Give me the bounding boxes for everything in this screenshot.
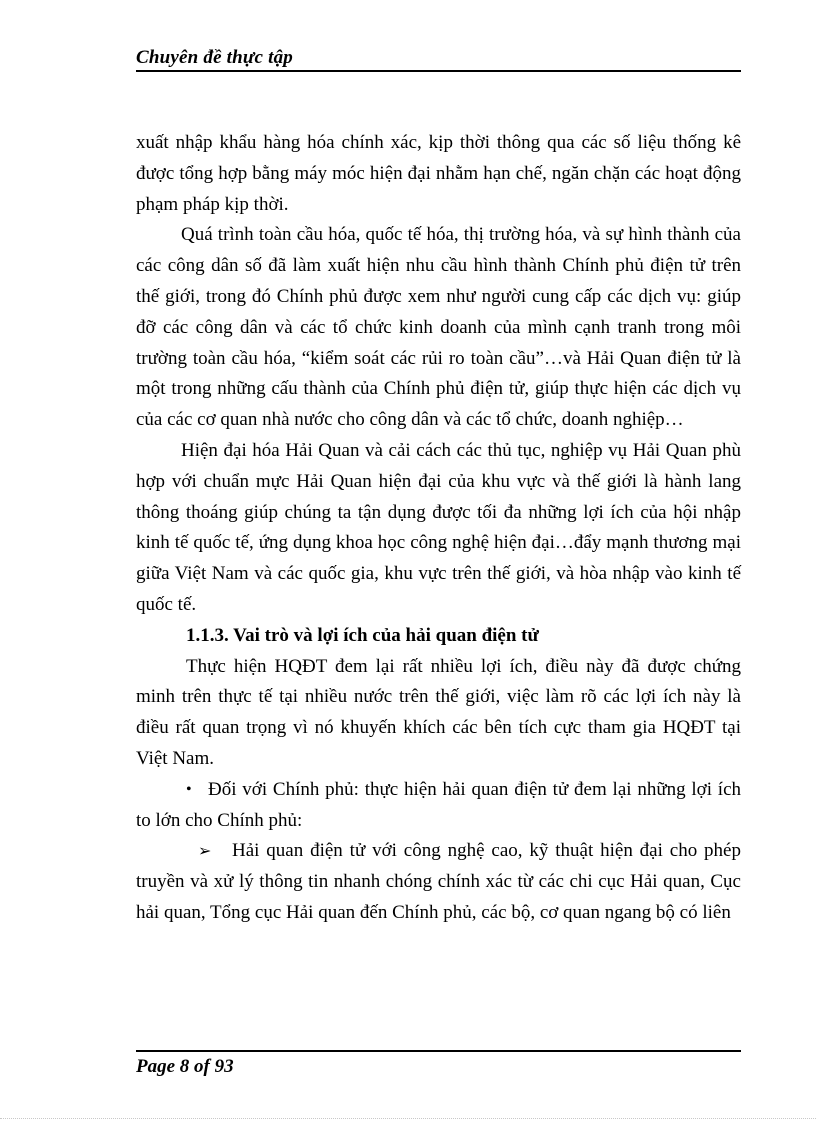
header-rule <box>136 70 741 72</box>
page-number: Page 8 of 93 <box>136 1056 234 1077</box>
bullet-icon: • <box>186 780 192 798</box>
bullet-item-government <box>136 775 741 837</box>
footer-rule <box>136 1050 741 1052</box>
paragraph-benefits: Thực hiện HQĐT đem lại rất nhiều lợi ích, điều này đã được chứng minh trên thực tế tại nhiều nước trên thế giới, việc làm rõ các lợi ích này là điều rất quan trọng vì nó khuyến khích các bên tích cực tham gia HQĐT tại Việt Nam. <box>136 655 741 769</box>
arrow-bullet-icon: ➢ <box>198 841 212 861</box>
arrow-item-technology <box>136 836 741 928</box>
page-footer <box>136 1050 741 1080</box>
paragraph-modernization: Hiện đại hóa Hải Quan và cải cách các thủ tục, nghiệp vụ Hải Quan phù hợp với chuẩn mực Hải Quan hiện đại của khu vực và thế giới là hành lang thông thoáng giúp chúng ta tận dụng được tối đa những lợi ích của hội nhập kinh tế quốc tế, ứng dụng khoa học công nghệ hiện đại…đẩy mạnh thương mại giữa Việt Nam và các quốc gia, khu vực trên thế giới, và hòa nhập vào kinh tế quốc tế. <box>136 439 741 615</box>
arrow-item-text: Hải quan điện tử với công nghệ cao, kỹ thuật hiện đại cho phép truyền và xử lý thông tin nhanh chóng chính xác từ các chi cục Hải quan, Cục hải quan, Tổng cục Hải quan đến Chính phủ, các bộ, cơ quan ngang bộ có liên <box>136 840 741 923</box>
header-title: Chuyên đề thực tập <box>136 47 293 68</box>
document-body <box>136 128 741 929</box>
page-header <box>136 44 741 72</box>
paragraph-globalization: Quá trình toàn cầu hóa, quốc tế hóa, thị trường hóa, và sự hình thành của các công dân số đã làm xuất hiện nhu cầu hình thành Chính phủ điện tử trên thế giới, trong đó Chính phủ được xem như người cung cấp các dịch vụ: giúp đỡ các công dân và các tổ chức kinh doanh của mình cạnh tranh trong môi trường toàn cầu hóa, “kiểm soát các rủi ro toàn cầu”…và Hải Quan điện tử là một trong những cấu thành của Chính phủ điện tử, giúp thực hiện các dịch vụ của các cơ quan nhà nước cho công dân và các tổ chức, doanh nghiệp… <box>136 224 741 431</box>
bullet-text: Đối với Chính phủ: thực hiện hải quan điện tử đem lại những lợi ích to lớn cho Chính phủ: <box>136 778 741 831</box>
paragraph-continuation: xuất nhập khẩu hàng hóa chính xác, kịp thời thông qua các số liệu thống kê được tổng hợp bằng máy móc hiện đại nhằm hạn chế, ngăn chặn các hoạt động phạm pháp kịp thời. <box>136 132 741 215</box>
section-heading: 1.1.3. Vai trò và lợi ích của hải quan điện tử <box>186 624 539 646</box>
page-edge-divider <box>0 1118 816 1119</box>
